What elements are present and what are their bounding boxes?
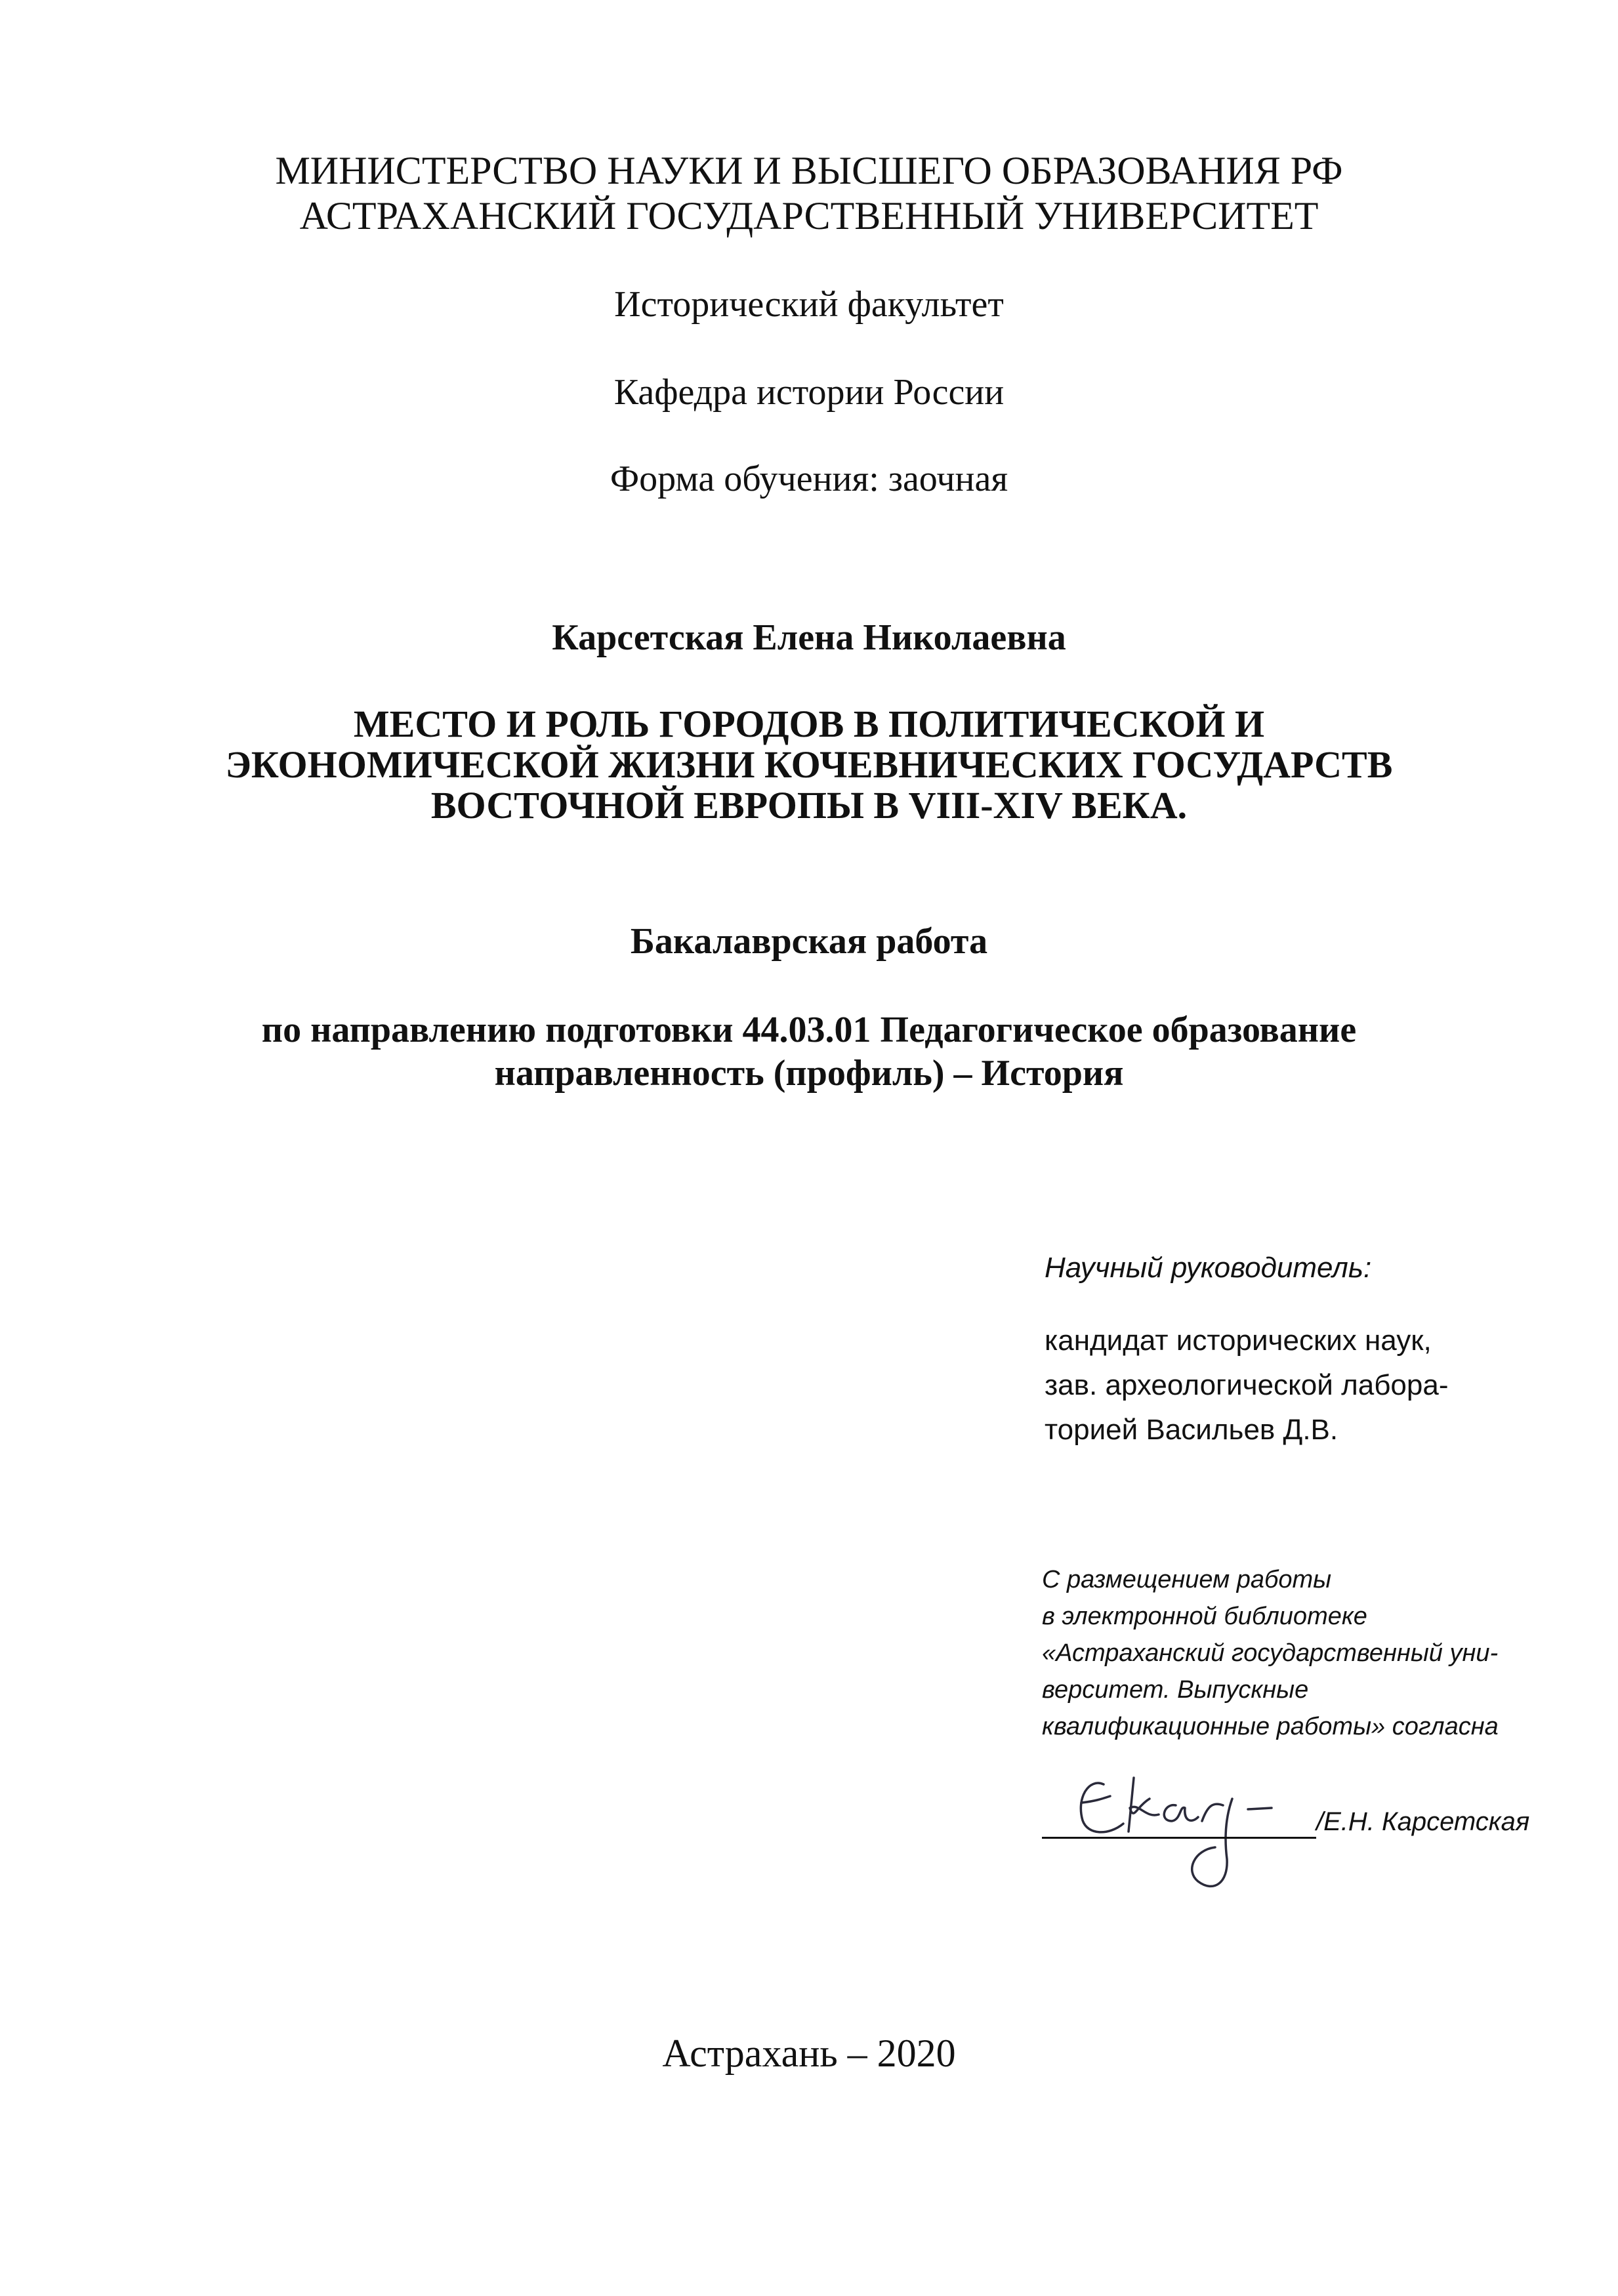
study-direction xyxy=(0,1008,1618,1095)
supervisor-line: торией Васильев Д.В. xyxy=(1045,1414,1338,1446)
thesis-title-line: ЭКОНОМИЧЕСКОЙ ЖИЗНИ КОЧЕВНИЧЕСКИХ ГОСУДАРСТВ xyxy=(225,743,1393,786)
direction-line: направленность (профиль) – История xyxy=(494,1053,1124,1094)
work-type: Бакалаврская работа xyxy=(630,921,988,962)
author-name: Карсетская Елена Николаевна xyxy=(552,617,1066,658)
supervisor-info xyxy=(1045,1319,1448,1452)
thesis-title-line: ВОСТОЧНОЙ ЕВРОПЫ В VIII-XIV ВЕКА. xyxy=(430,784,1188,827)
handwritten-signature xyxy=(1063,1758,1299,1902)
supervisor-line: зав. археологической лабора- xyxy=(1045,1369,1449,1401)
consent-line: С размещением работы xyxy=(1042,1566,1332,1593)
thesis-title xyxy=(0,704,1618,826)
consent-line: «Астраханский государственный уни- xyxy=(1042,1639,1499,1667)
city-year: Астрахань – 2020 xyxy=(662,2032,956,2075)
supervisor-line: кандидат исторических наук, xyxy=(1045,1324,1432,1357)
signature-line xyxy=(1042,1837,1316,1839)
university-name: АСТРАХАНСКИЙ ГОСУДАРСТВЕННЫЙ УНИВЕРСИТЕТ xyxy=(299,194,1319,237)
consent-line: в электронной библиотеке xyxy=(1042,1603,1367,1630)
faculty-name: Исторический факультет xyxy=(614,284,1004,325)
supervisor-heading: Научный руководитель: xyxy=(1045,1252,1372,1284)
direction-line: по направлению подготовки 44.03.01 Педагогическое образование xyxy=(261,1010,1357,1050)
library-consent xyxy=(1042,1561,1499,1745)
study-form: Форма обучения: заочная xyxy=(610,459,1008,499)
department-name: Кафедра истории России xyxy=(613,372,1005,413)
thesis-title-line: МЕСТО И РОЛЬ ГОРОДОВ В ПОЛИТИЧЕСКОЙ И xyxy=(353,703,1265,745)
signature-name: /Е.Н. Карсетская xyxy=(1316,1807,1530,1836)
consent-line: квалификационные работы» согласна xyxy=(1042,1713,1499,1740)
ministry-header xyxy=(0,151,1618,236)
consent-line: верситет. Выпускные xyxy=(1042,1676,1309,1704)
ministry-name: МИНИСТЕРСТВО НАУКИ И ВЫСШЕГО ОБРАЗОВАНИЯ РФ xyxy=(275,149,1343,192)
